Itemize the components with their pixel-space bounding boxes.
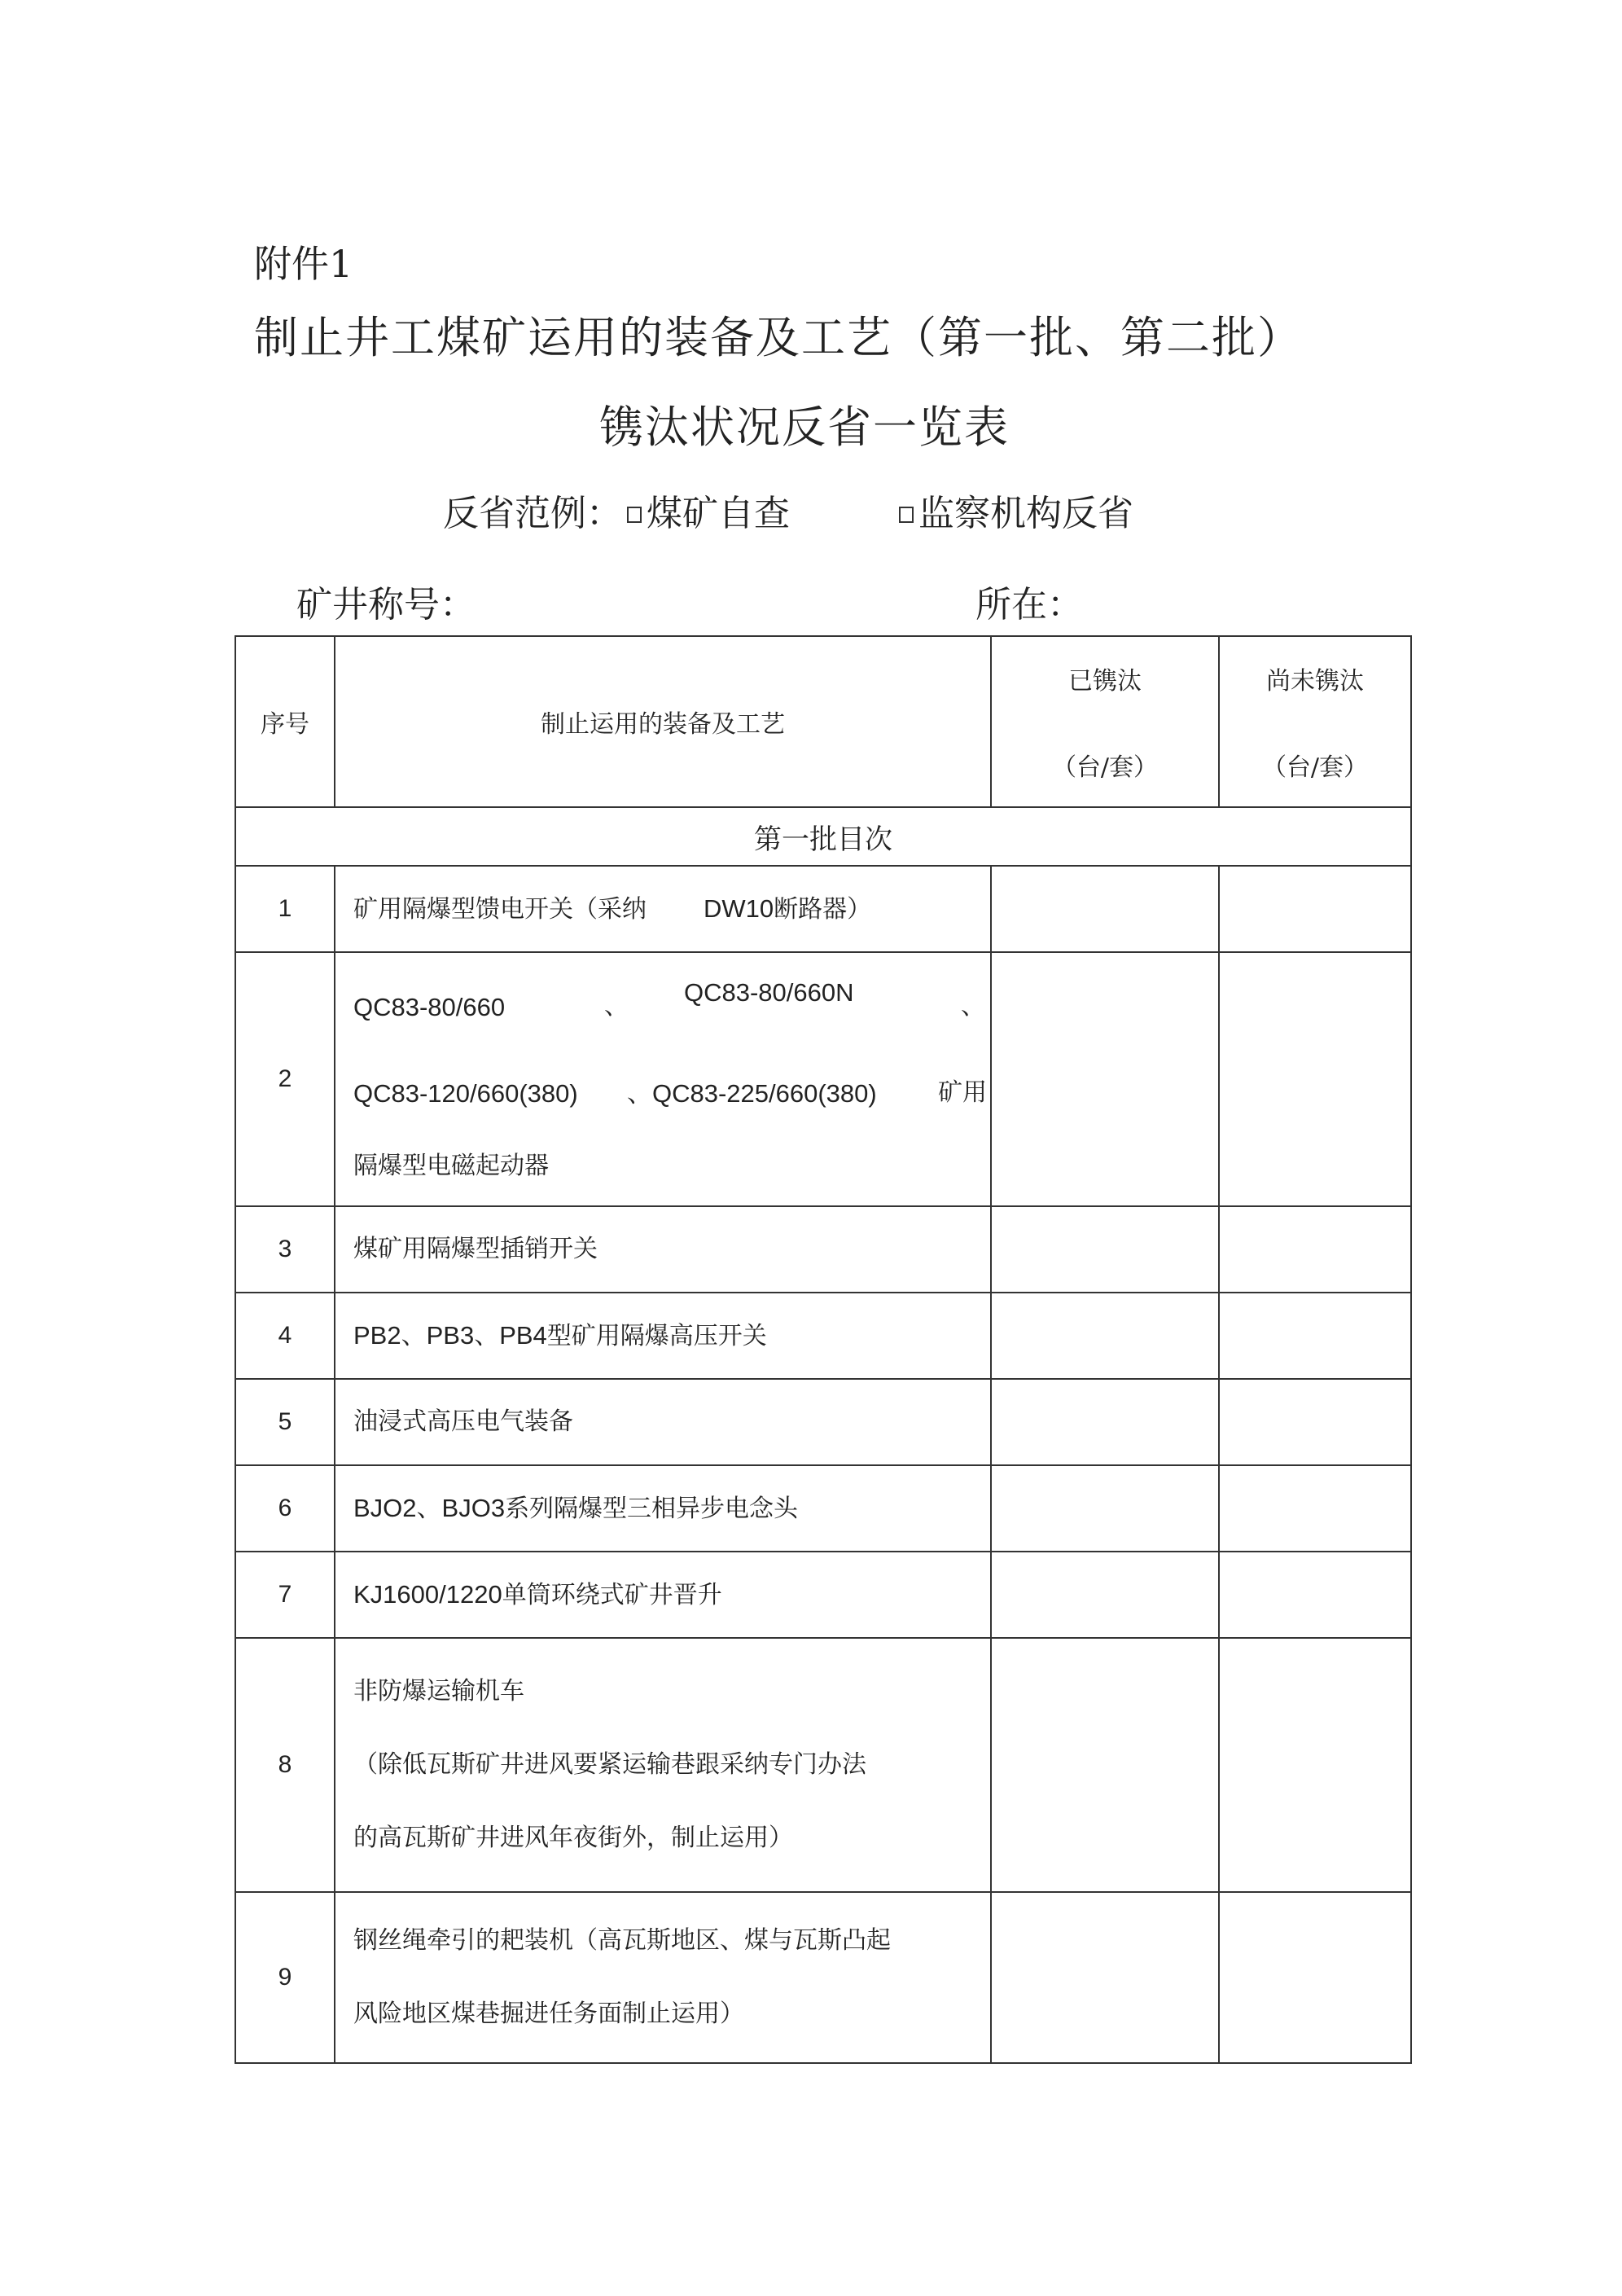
not-eliminated-cell[interactable] [1219, 866, 1411, 952]
row-item: KJ1600/1220单筒环绕式矿井晋升 [335, 1552, 991, 1638]
table-row [235, 1552, 1411, 1638]
location-label: 所在： [975, 584, 1083, 626]
row-item: 油浸式高压电气装备 [335, 1379, 991, 1465]
not-eliminated-cell[interactable] [1219, 1892, 1411, 2063]
row-number: 7 [235, 1552, 335, 1638]
table-row [235, 952, 1411, 1206]
header-eliminated-label: 已镌汰 [1068, 667, 1142, 696]
row-number: 5 [235, 1379, 335, 1465]
eliminated-cell[interactable] [991, 1206, 1219, 1293]
table-row [235, 1379, 1411, 1465]
row-number: 3 [235, 1206, 335, 1293]
section-row [235, 807, 1411, 866]
row-item: 钢丝绳牵引的耙装机（高瓦斯地区、煤与瓦斯凸起 风险地区煤巷掘进任务面制止运用） [335, 1892, 991, 2063]
row-item: PB2、PB3、PB4型矿用隔爆高压开关 [335, 1293, 991, 1379]
row-number: 9 [235, 1892, 335, 2063]
mine-name-label: 矿井称号： [296, 584, 476, 626]
header-item: 制止运用的装备及工艺 [335, 636, 991, 807]
table-header-row [235, 636, 1411, 807]
inspection-type-label: 反省范例： [443, 493, 622, 534]
not-eliminated-cell[interactable] [1219, 1206, 1411, 1293]
row-number: 6 [235, 1465, 335, 1552]
row-item: BJO2、BJO3系列隔爆型三相异步电念头 [335, 1465, 991, 1552]
row-item: 煤矿用隔爆型插销开关 [335, 1206, 991, 1293]
section-title: 第一批目次 [235, 807, 1411, 866]
not-eliminated-cell[interactable] [1219, 1293, 1411, 1379]
header-not-eliminated-label: 尚未镌汰 [1266, 667, 1364, 696]
equipment-table [235, 635, 1412, 2064]
row-item: 矿用隔爆型馈电开关（采纳 DW10断路器） [335, 866, 991, 952]
page-title-line2: 镌汰状况反省一览表 [599, 402, 1010, 453]
self-check-checkbox[interactable] [627, 507, 642, 523]
eliminated-cell[interactable] [991, 1293, 1219, 1379]
table-row [235, 866, 1411, 952]
eliminated-cell[interactable] [991, 1552, 1219, 1638]
header-eliminated [991, 636, 1219, 807]
table-row [235, 1293, 1411, 1379]
header-eliminated-unit: （台/套） [1051, 753, 1159, 782]
table-row [235, 1465, 1411, 1552]
not-eliminated-cell[interactable] [1219, 1638, 1411, 1892]
supervision-checkbox[interactable] [899, 507, 914, 523]
not-eliminated-cell[interactable] [1219, 952, 1411, 1206]
inspection-type [443, 484, 1133, 536]
eliminated-cell[interactable] [991, 952, 1219, 1206]
eliminated-cell[interactable] [991, 1892, 1219, 2063]
eliminated-cell[interactable] [991, 1379, 1219, 1465]
eliminated-cell[interactable] [991, 866, 1219, 952]
supervision-label: 监察机构反省 [918, 493, 1133, 534]
eliminated-cell[interactable] [991, 1638, 1219, 1892]
row-number: 4 [235, 1293, 335, 1379]
row-number: 1 [235, 866, 335, 952]
not-eliminated-cell[interactable] [1219, 1552, 1411, 1638]
header-no: 序号 [235, 636, 335, 807]
table-row [235, 1638, 1411, 1892]
attachment-label: 附件1 [254, 242, 353, 286]
eliminated-cell[interactable] [991, 1465, 1219, 1552]
page-title-line1: 制止井工煤矿运用的装备及工艺（第一批、第二批） [254, 312, 1303, 363]
table-row [235, 1206, 1411, 1293]
header-not-eliminated-unit: （台/套） [1261, 753, 1369, 782]
row-item: 非防爆运输机车 （除低瓦斯矿井进风要紧运输巷跟采纳专门办法 的高瓦斯矿井进风年夜街外，制止运用） [335, 1638, 991, 1892]
not-eliminated-cell[interactable] [1219, 1465, 1411, 1552]
self-check-label: 煤矿自查 [647, 493, 790, 534]
row-item: QC83-80/660 、 QC83-80/660N 、 QC83-120/660(380) 、QC83-225/660(380) 矿用 隔爆型电磁起动器 [335, 952, 991, 1206]
table-row [235, 1892, 1411, 2063]
row-number: 8 [235, 1638, 335, 1892]
not-eliminated-cell[interactable] [1219, 1379, 1411, 1465]
header-not-eliminated [1219, 636, 1411, 807]
row-number: 2 [235, 952, 335, 1206]
